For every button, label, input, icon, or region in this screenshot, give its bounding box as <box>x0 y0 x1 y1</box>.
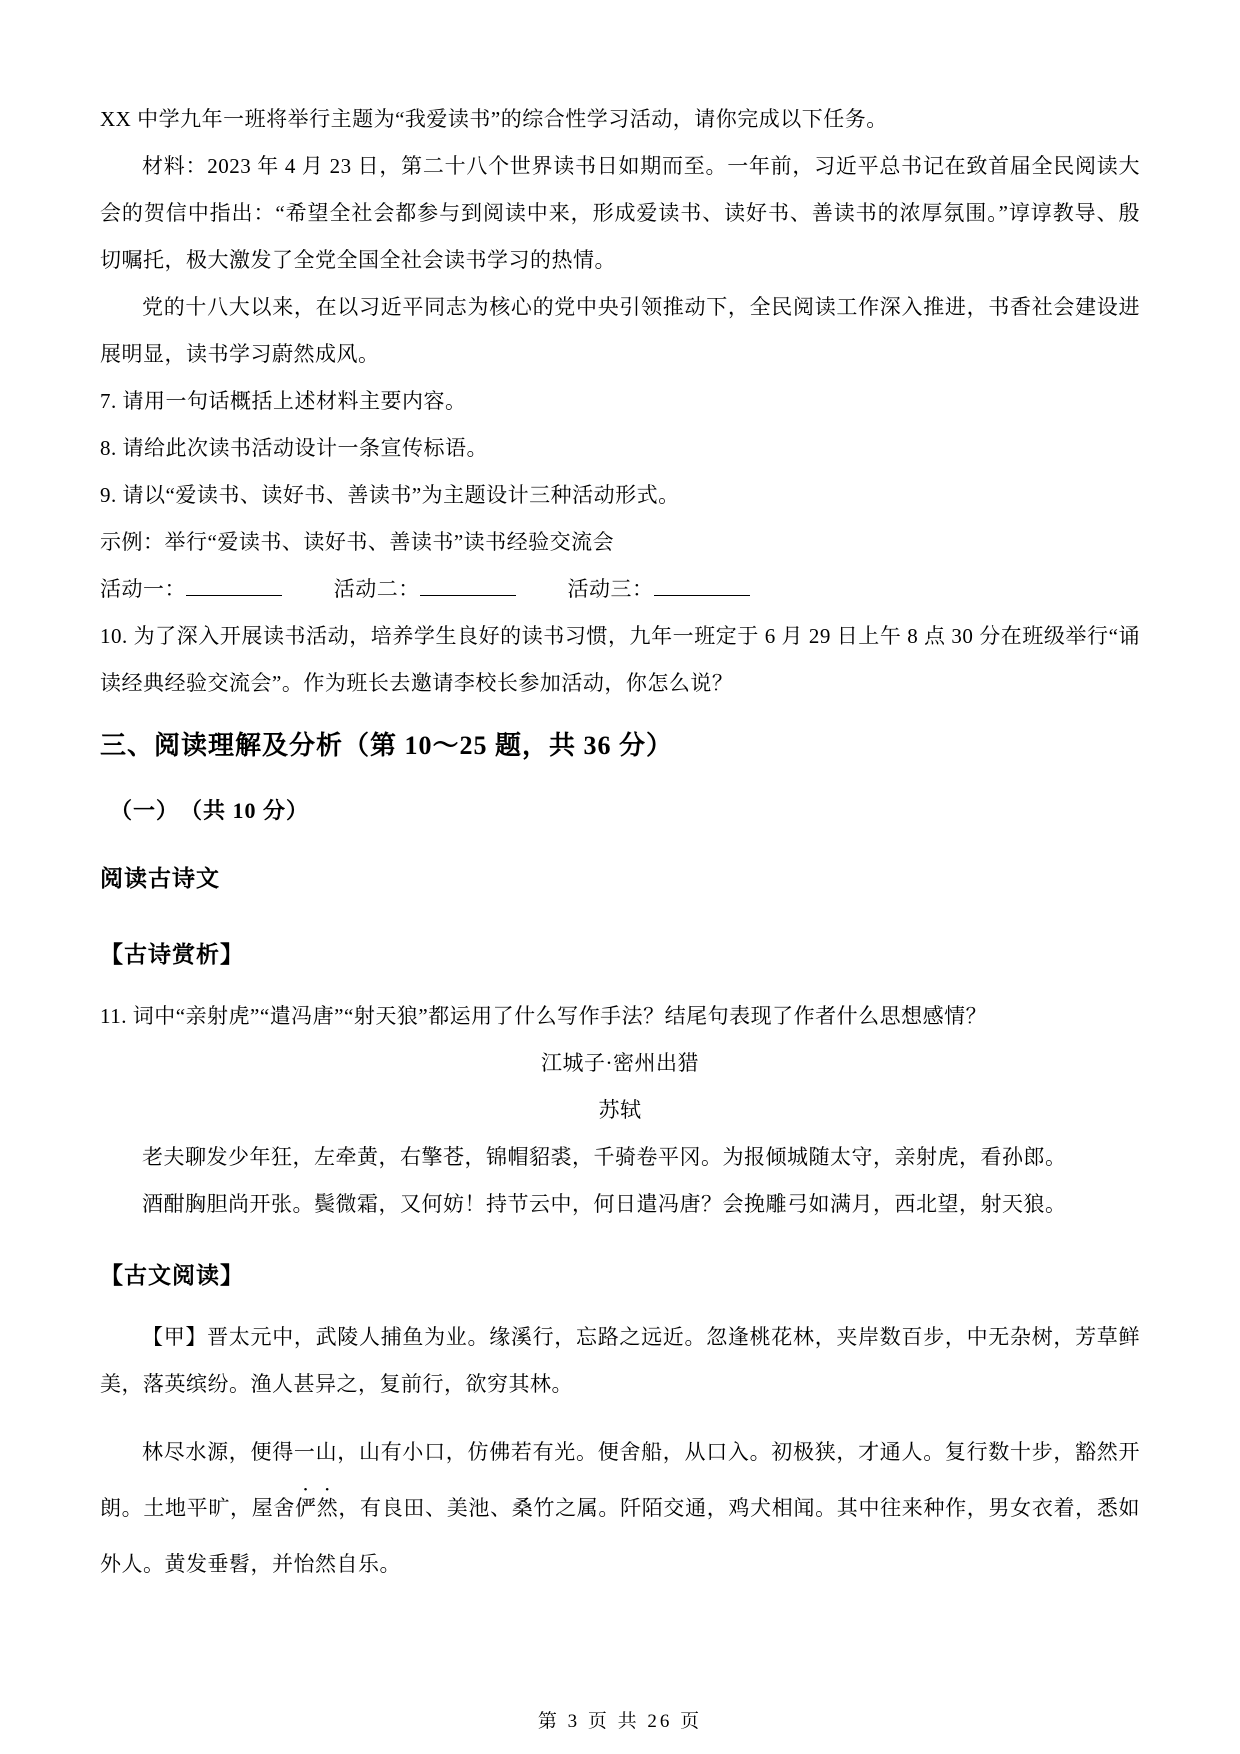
activity-2-label: 活动二： <box>333 577 420 601</box>
activity-1-label: 活动一： <box>100 577 186 601</box>
poem-title: 江城子·密州出猎 <box>541 1051 699 1075</box>
classical-paragraph-2-after: ，有良田、美池、桑竹之属。阡陌交通，鸡犬相闻。其中往来种作，男女衣着，悉如外人。黄发垂髫，并怡然自乐。 <box>100 1496 1140 1576</box>
poem-author: 苏轼 <box>598 1098 642 1122</box>
question-9: 9. 请以“爱读书、读好书、善读书”为主题设计三种活动形式。 <box>100 483 680 507</box>
page-number-footer: 第 3 页 共 26 页 <box>537 1711 703 1732</box>
intro-paragraph: XX 中学九年一班将举行主题为“我爱读书”的综合性学习活动，请你完成以下任务。 <box>100 107 888 131</box>
example-line: 示例：举行“爱读书、读好书、善读书”读书经验交流会 <box>100 530 615 554</box>
activity-2-blank <box>420 575 516 596</box>
poem-line-2: 酒酣胸胆尚开张。鬓微霜，又何妨！持节云中，何日遣冯唐？会挽雕弓如满月，西北望，射天狼。 <box>142 1192 1067 1216</box>
question-11: 11. 词中“亲射虎”“遣冯唐”“射天狼”都运用了什么写作手法？结尾句表现了作者什么思想感情？ <box>100 1004 988 1028</box>
question-7: 7. 请用一句话概括上述材料主要内容。 <box>100 389 467 413</box>
classical-paragraph-2-before: 林尽水源，便得一山，山有小口，仿佛若有光。便舍船，从口入。初极狭，才通人。复行数十步，豁然开朗。土地平旷，屋舍 <box>100 1440 1140 1520</box>
section-heading: 三、阅读理解及分析（第 10～25 题，共 36 分） <box>100 731 674 760</box>
party-paragraph: 党的十八大以来，在以习近平同志为核心的党中央引领推动下，全民阅读工作深入推进，书香社会建设进展明显，读书学习蔚然成风。 <box>100 295 1140 366</box>
activity-3-blank <box>654 575 750 596</box>
activity-1-group <box>100 566 282 613</box>
activity-1-blank <box>186 575 282 596</box>
activity-2-group <box>334 566 516 613</box>
poem-line-1: 老夫聊发少年狂，左牵黄，右擎苍，锦帽貂裘，千骑卷平冈。为报倾城随太守，亲射虎，看孙郎。 <box>142 1145 1067 1169</box>
classical-paragraph-2 <box>100 1424 1140 1592</box>
activity-3-group <box>568 566 750 613</box>
poem-appreciation-tag: 【古诗赏析】 <box>100 942 244 967</box>
activity-3-label: 活动三： <box>567 577 654 601</box>
material-paragraph: 材料：2023 年 4 月 23 日，第二十八个世界读书日如期而至。一年前，习近平总书记在致首届全民阅读大会的贺信中指出：“希望全社会都参与到阅读中来，形成爱读书、读好书、善读书的浓厚氛围。”谆谆教导、殷切嘱托，极大激发了全党全国全社会读书学习的热情。 <box>100 154 1140 272</box>
subsection-heading: （一） （共 10 分） <box>110 798 310 823</box>
activity-blanks-line <box>100 566 1140 613</box>
question-8: 8. 请给此次读书活动设计一条宣传标语。 <box>100 436 488 460</box>
reading-heading: 阅读古诗文 <box>100 866 220 891</box>
question-10: 10. 为了深入开展读书活动，培养学生良好的读书习惯，九年一班定于 6 月 29 日上午 8 点 30 分在班级举行“诵读经典经验交流会”。作为班长去邀请李校长参加活动，你怎么说？ <box>100 624 1140 695</box>
classical-paragraph-1: 【甲】晋太元中，武陵人捕鱼为业。缘溪行，忘路之远近。忽逢桃花林，夹岸数百步，中无杂树，芳草鲜美，落英缤纷。渔人甚异之，复前行，欲穷其林。 <box>100 1325 1140 1396</box>
classical-reading-tag: 【古文阅读】 <box>100 1263 244 1288</box>
emphasized-word: 俨然 <box>295 1496 339 1520</box>
